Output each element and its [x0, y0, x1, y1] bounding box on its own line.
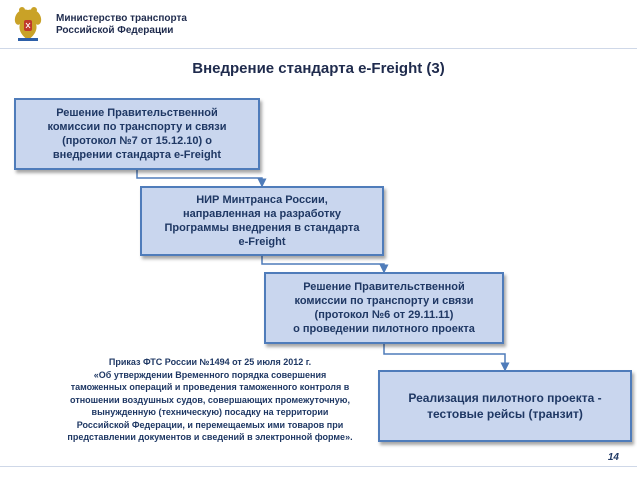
connector-3-to-4	[384, 344, 505, 370]
box1-line: Решение Правительственной	[56, 107, 218, 119]
box3-line: Решение Правительственной	[303, 281, 465, 293]
fts-order-note	[60, 356, 360, 444]
note-line: отношении воздушных судов, совершающих промежуточную,	[70, 394, 350, 405]
organization-name	[56, 13, 187, 37]
box2-line: e-Freight	[238, 236, 286, 248]
box1-line: комиссии по транспорту и связи	[47, 121, 227, 133]
box2-line: направленная на разработку	[182, 208, 342, 220]
box-pilot-implementation	[378, 370, 632, 442]
header-divider	[0, 48, 637, 49]
box-government-decision-2011	[264, 272, 504, 344]
note-line: таможенных операций и проведения таможенного контроля в	[70, 382, 350, 392]
note-line: представлении документов и сведений в электронной форме».	[67, 432, 353, 442]
box1-line: внедрении стандарта e-Freight	[52, 149, 222, 161]
box4-line: тестовые рейсы (транзит)	[427, 407, 583, 421]
box2-line: Программы внедрения в стандарта	[164, 222, 360, 234]
box2-line: НИР Минтранса России,	[196, 194, 328, 206]
org-line-2: Российской Федерации	[56, 25, 174, 36]
note-line: Приказ ФТС России №1494 от 25 июля 2012 г.	[108, 357, 312, 367]
box1-line: (протокол №7 от 15.12.10) о	[62, 135, 212, 147]
box3-line: (протокол №6 от 29.11.11)	[314, 309, 454, 321]
box-research-program	[140, 186, 384, 256]
footer-divider	[0, 466, 637, 467]
box3-line: комиссии по транспорту и связи	[294, 295, 474, 307]
connector-2-to-3	[262, 256, 384, 272]
note-line: вынужденную (техническую) посадку на территории	[91, 407, 329, 417]
slide-header	[0, 0, 637, 48]
connector-1-to-2	[137, 170, 262, 186]
box4-line: Реализация пилотного проекта -	[408, 391, 602, 405]
box-government-decision-2010	[14, 98, 260, 170]
note-line: Российской Федерации, и перемещаемых ими товаров при	[76, 419, 344, 430]
note-line: «Об утверждении Временного порядка совершения	[93, 369, 327, 380]
box3-line: о проведении пилотного проекта	[293, 323, 475, 335]
coat-of-arms-icon	[8, 4, 48, 44]
slide-title: Внедрение стандарта e-Freight (3)	[192, 60, 445, 77]
page-number: 14	[607, 452, 619, 463]
org-line-1: Министерство транспорта	[56, 13, 187, 24]
